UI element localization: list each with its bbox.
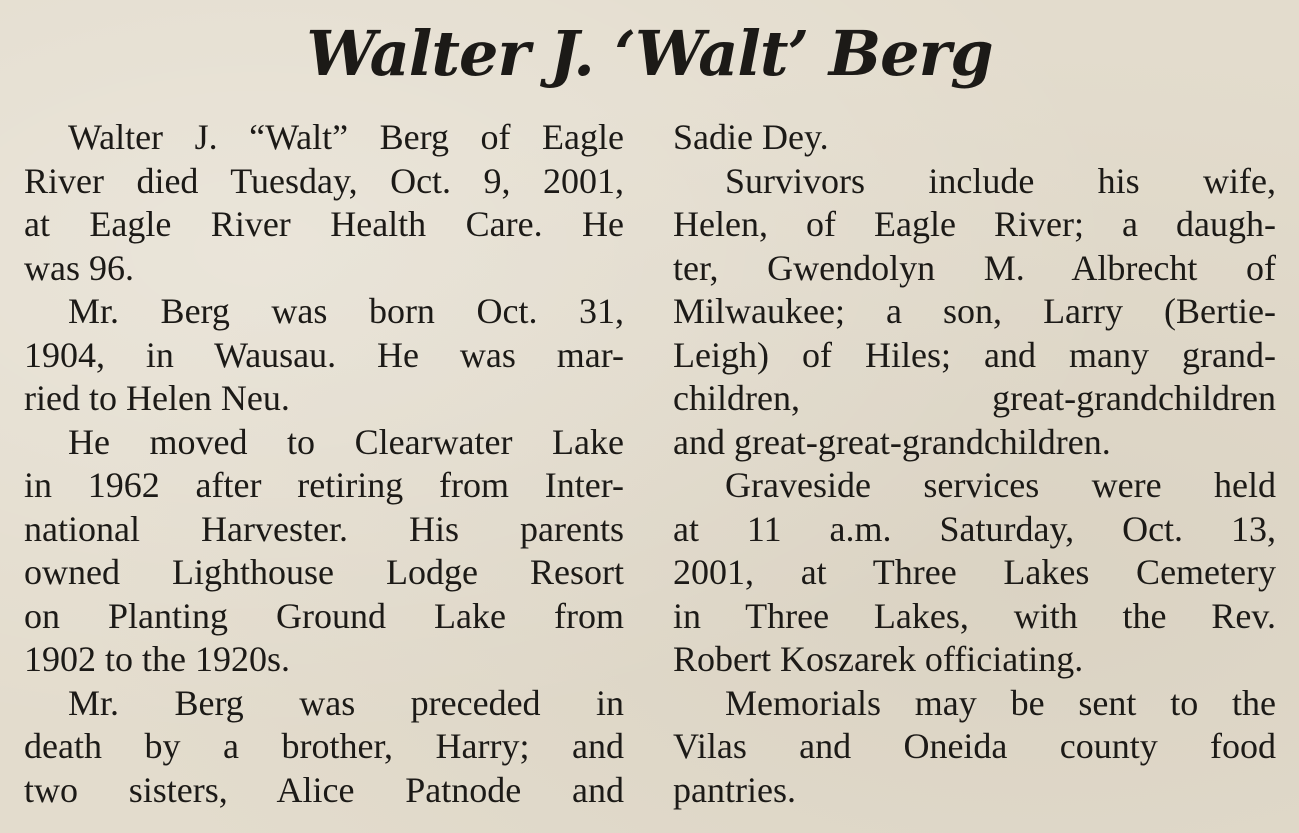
text-line: owned Lighthouse Lodge Resort xyxy=(24,552,624,592)
text-line: children, great-grandchildren xyxy=(673,378,1276,418)
text-line: national Harvester. His parents xyxy=(24,508,624,549)
text-line: Survivors include his wife, xyxy=(725,160,1276,201)
text-line: Milwaukee; a son, Larry (Bertie- xyxy=(673,291,1276,331)
text-line: Helen, of Eagle River; a daugh- xyxy=(673,204,1276,244)
text-line: was 96. xyxy=(24,247,134,288)
text-line: at Eagle River Health Care. He xyxy=(24,204,624,244)
text-line: 2001, at Three Lakes Cemetery xyxy=(673,552,1276,592)
text-line: ried to Helen Neu. xyxy=(24,378,290,418)
text-line: ter, Gwendolyn M. Albrecht of xyxy=(673,247,1276,288)
text-line: Memorials may be sent to the xyxy=(725,682,1276,723)
text-line: in Three Lakes, with the Rev. xyxy=(673,595,1276,636)
text-line: and great-great-grandchildren. xyxy=(673,421,1111,462)
text-line: He moved to Clearwater Lake xyxy=(68,421,624,462)
right-text-column xyxy=(673,116,1276,812)
text-line: Sadie Dey. xyxy=(673,117,829,157)
text-line: pantries. xyxy=(673,769,796,810)
text-line: at 11 a.m. Saturday, Oct. 13, xyxy=(673,508,1276,549)
left-text-column xyxy=(24,116,624,812)
text-line: Robert Koszarek officiating. xyxy=(673,639,1084,679)
obituary-headline: Walter J. ‘Walt’ Berg xyxy=(306,17,993,90)
text-line: Walter J. “Walt” Berg of Eagle xyxy=(68,117,624,157)
text-line: on Planting Ground Lake from xyxy=(24,595,624,636)
text-line: 1904, in Wausau. He was mar- xyxy=(24,334,624,375)
text-line: Mr. Berg was born Oct. 31, xyxy=(68,291,624,331)
text-line: in 1962 after retiring from Inter- xyxy=(24,465,624,505)
text-line: Mr. Berg was preceded in xyxy=(68,682,624,723)
text-line: death by a brother, Harry; and xyxy=(24,726,624,766)
text-line: Graveside services were held xyxy=(725,465,1276,505)
text-line: 1902 to the 1920s. xyxy=(24,639,290,679)
text-line: River died Tuesday, Oct. 9, 2001, xyxy=(24,160,624,201)
text-line: two sisters, Alice Patnode and xyxy=(24,769,624,810)
text-line: Vilas and Oneida county food xyxy=(673,726,1276,766)
text-line: Leigh) of Hiles; and many grand- xyxy=(673,334,1276,375)
